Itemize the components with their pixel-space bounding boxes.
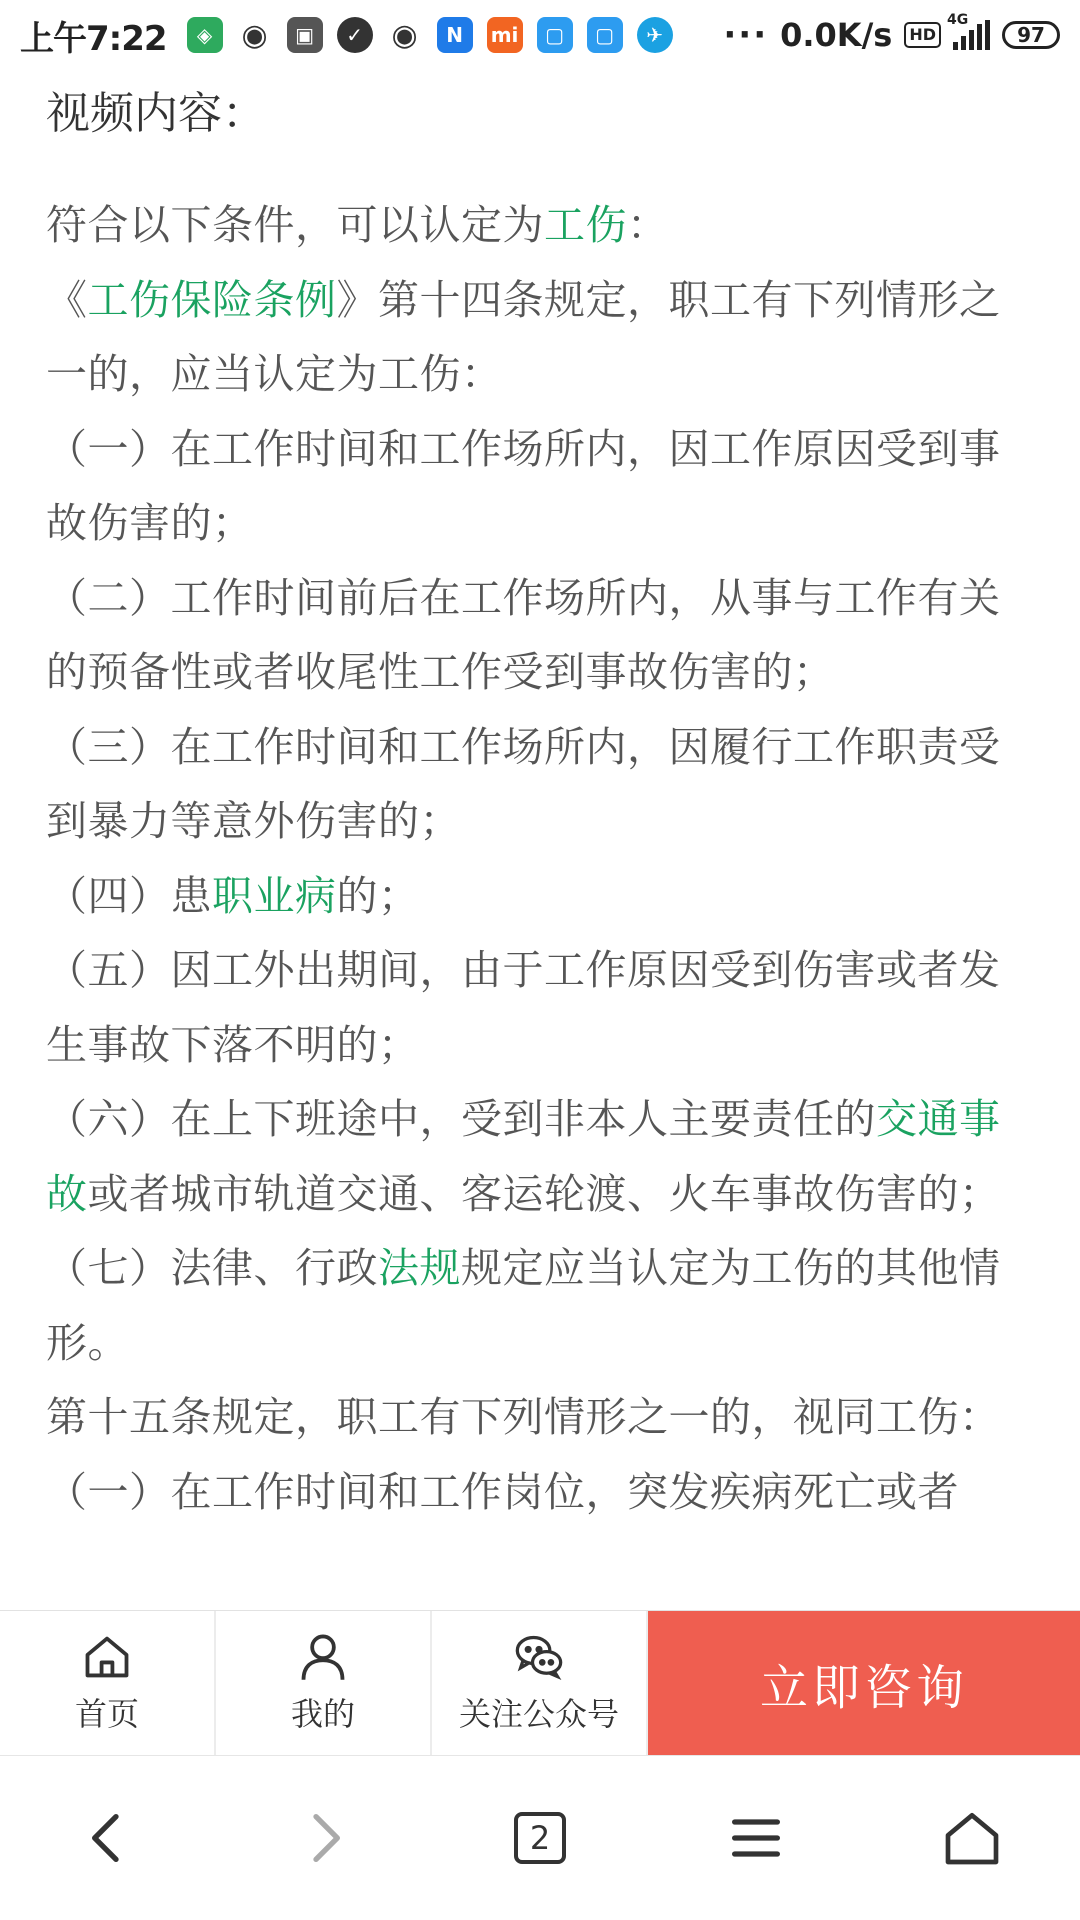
text: 规定应当认定为工伤的其他情形。	[46, 1244, 1001, 1367]
keyword-link[interactable]: 职业病	[212, 871, 337, 920]
home-label: 首页	[74, 1695, 139, 1733]
paragraph	[46, 188, 1006, 263]
notification-icons	[187, 17, 673, 53]
tabs-button[interactable]	[480, 1778, 600, 1898]
paragraph: （五）因工外出期间，由于工作原因受到伤害或者发生事故下落不明的；	[46, 946, 1001, 1069]
keyword-link[interactable]: 交通事故	[46, 1095, 1001, 1218]
text: 《	[46, 275, 88, 324]
paragraph: 第十五条规定，职工有下列情形之一的，视同工伤：	[46, 1393, 1001, 1441]
text: 》第十四条规定，职工有下列情形之一的，应当认定为工伤：	[46, 275, 1001, 398]
browser-nav-bar	[0, 1755, 1080, 1920]
shield-app-icon: ◈	[187, 17, 223, 53]
net-speed: 0.0K/s	[780, 16, 893, 54]
chevron-right-icon	[292, 1806, 356, 1870]
battery-level: 97	[1017, 23, 1045, 47]
paragraph	[46, 1082, 1006, 1231]
paragraph: （三）在工作时间和工作场所内，因履行工作职责受到暴力等意外伤害的；	[46, 722, 1001, 845]
signal-icon	[947, 12, 990, 50]
home-icon	[81, 1631, 133, 1683]
text: ：	[627, 201, 669, 249]
keyword-link[interactable]: 工伤	[544, 201, 627, 249]
wechat-icon	[513, 1631, 565, 1683]
network-type: 4G	[947, 12, 969, 28]
keyword-link[interactable]: 工伤保险条例	[87, 275, 337, 324]
forward-button[interactable]	[264, 1778, 384, 1898]
menu-icon	[724, 1806, 788, 1870]
weibo-icon: ◉	[241, 17, 268, 53]
consult-now-button[interactable]: 立即咨询	[648, 1611, 1080, 1755]
article-content	[46, 76, 1006, 1529]
tab-count: 2	[514, 1812, 566, 1864]
paragraph: （一）在工作时间和工作岗位，突发疾病死亡或者	[46, 1467, 959, 1516]
mine-label: 我的	[290, 1695, 355, 1733]
status-bar	[0, 0, 1080, 70]
browser-home-button[interactable]	[912, 1778, 1032, 1898]
text: 的；	[336, 871, 420, 920]
text: 或者城市轨道交通、客运轮渡、火车事故伤害的；	[87, 1169, 1001, 1218]
follow-account-button[interactable]	[432, 1611, 648, 1755]
paragraph: （一）在工作时间和工作场所内，因工作原因受到事故伤害的；	[46, 424, 1001, 547]
blue-app-icon: ▢	[537, 17, 573, 53]
more-dots: ···	[723, 15, 769, 55]
paragraph	[46, 1231, 1006, 1380]
user-icon	[297, 1631, 349, 1683]
text: （六）在上下班途中，受到非本人主要责任的	[46, 1095, 876, 1143]
follow-label: 关注公众号	[458, 1695, 619, 1733]
paragraph	[46, 263, 1006, 412]
status-time: 上午7:22	[20, 18, 167, 59]
chevron-left-icon	[76, 1806, 140, 1870]
home-outline-icon	[940, 1806, 1004, 1870]
paragraph: （二）工作时间前后在工作场所内，从事与工作有关的预备性或者收尾性工作受到事故伤害的；	[46, 573, 1001, 696]
mine-button[interactable]	[216, 1611, 432, 1755]
home-button[interactable]	[0, 1611, 216, 1755]
section-title: 视频内容：	[46, 88, 266, 139]
keyword-link[interactable]: 法规	[378, 1244, 461, 1292]
check-icon: ✓	[337, 17, 373, 53]
status-right	[723, 12, 1060, 55]
hd-badge: HD	[904, 22, 941, 48]
action-bar	[0, 1610, 1080, 1755]
plane-app-icon: ✈	[637, 17, 673, 53]
n-app-icon: N	[437, 17, 473, 53]
blue-app-icon: ▢	[587, 17, 623, 53]
weibo-icon: ◉	[391, 17, 418, 53]
paragraph	[46, 859, 1006, 934]
menu-button[interactable]	[696, 1778, 816, 1898]
text: 符合以下条件，可以认定为	[46, 201, 544, 249]
back-button[interactable]	[48, 1778, 168, 1898]
mi-icon: mi	[487, 17, 523, 53]
mi-box-icon: ▣	[287, 17, 323, 53]
text: （七）法律、行政	[46, 1244, 378, 1292]
text: （四）患	[46, 871, 212, 920]
battery-icon	[1002, 21, 1060, 49]
